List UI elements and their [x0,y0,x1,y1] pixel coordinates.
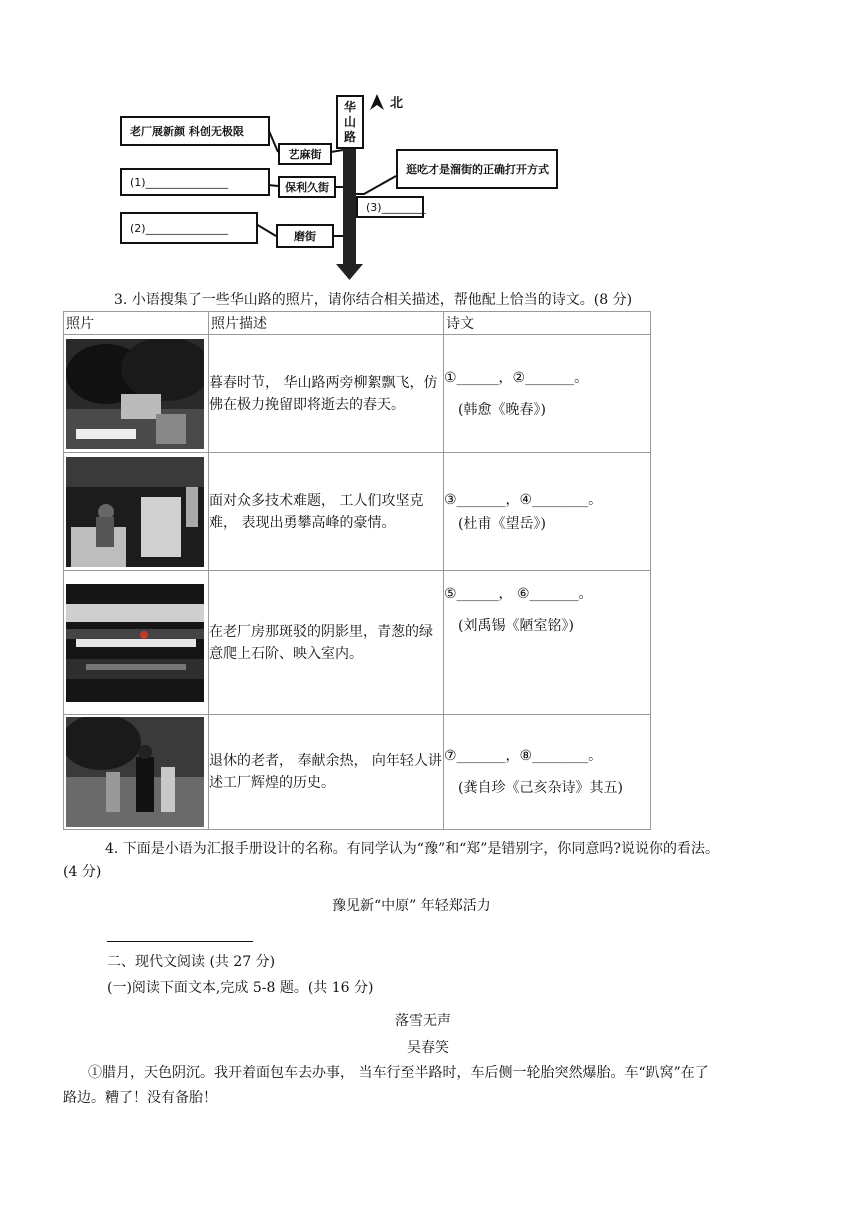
desc-cell: 退休的老者， 奉献余热， 向年轻人讲述工厂辉煌的历史。 [209,715,444,830]
street-mo: 磨街 [276,224,334,248]
table-row [64,335,651,453]
table-row [64,453,651,571]
table-row [64,715,651,830]
photo-elders [66,717,204,827]
section2-subheading: (一)阅读下面文本,完成 5-8 题。(共 16 分) [107,980,374,996]
poem-cell [444,571,651,715]
table-header-row [64,312,651,335]
photo-cell [64,715,209,830]
connector-1b [331,150,343,152]
photo-workshop-image [66,457,204,567]
photo-elders-image [66,717,204,827]
article-para1-line2: 路边。糟了！没有备胎！ [63,1090,217,1106]
poem-table [63,311,651,830]
photo-oldfactory [66,584,204,702]
article-author: 吴春笑 [407,1040,449,1056]
q4-score: (4 分) [63,864,102,880]
poem-cell [444,715,651,830]
photo-workshop [66,457,204,567]
desc-cell: 面对众多技术难题， 工人们攻坚克难， 表现出勇攀高峰的豪情。 [209,453,444,571]
desc-cell: 在老厂房那斑驳的阴影里，青葱的绿意爬上石阶、映入室内。 [209,571,444,715]
connector-3 [256,224,276,236]
map-box-slogan: 老厂展新颜 科创无极限 [120,116,270,146]
poem-blank: ①______，②_______。 [444,369,589,386]
divider-rule [107,941,253,942]
road-arrowhead [336,264,363,280]
map-box-eat: 逛吃才是溜街的正确打开方式 [396,149,558,189]
q3-prompt: 3. 小语搜集了一些华山路的照片，请你结合相关描述，帮他配上恰当的诗文。(8 分) [114,292,633,308]
table-row [64,571,651,715]
poem-source: (龚自珍《己亥杂诗》其五) [458,780,623,796]
poem-cell [444,335,651,453]
article-para1-line1: ①腊月，天色阴沉。我开着面包车去办事， 当车行至半路时，车后侧一轮胎突然爆胎。车“趴窝”在了 [88,1065,709,1081]
photo-cell [64,453,209,571]
article-title: 落雪无声 [395,1013,451,1029]
poem-blank: ⑤______， ⑥_______。 [444,586,593,602]
poem-blank: ⑦_______，⑧________。 [444,748,603,764]
connector-1 [269,131,278,152]
photo-willows [66,339,204,449]
poem-source: (杜甫《望岳》) [458,515,546,532]
poem-source: (刘禹锡《陋室铭》) [458,618,574,634]
header-poem: 诗文 [444,312,651,335]
section2-heading: 二、现代文阅读 (共 27 分) [107,954,276,970]
poem-source: (韩愈《晚春》) [458,401,546,418]
map-blank-3: (3)________ [356,196,424,218]
header-desc: 照片描述 [209,312,444,335]
north-arrow-icon [370,94,384,110]
photo-willows-image [66,339,204,449]
street-yima: 艺麻街 [278,143,332,165]
poem-blank: ③_______，④________。 [444,491,603,508]
q4-booklet-title: 豫见新“中原” 年轻郑活力 [332,898,491,914]
map-blank-1: (1)_______________ [120,168,270,196]
desc-cell: 暮春时节， 华山路两旁柳絮飘飞，仿佛在极力挽留即将逝去的春天。 [209,335,444,453]
map-blank-2: (2)_______________ [120,212,258,244]
photo-cell [64,335,209,453]
connector-right [356,176,396,194]
street-baoli: 保利久街 [278,176,336,198]
road-shaft [343,148,356,266]
poem-cell [444,453,651,571]
header-photo: 照片 [64,312,209,335]
road-label-huashan: 华 山 路 [336,95,364,149]
photo-cell [64,571,209,715]
photo-oldfactory-image [66,584,204,702]
q4-prompt: 4. 下面是小语为汇报手册设计的名称。有同学认为“豫”和“郑”是错别字，你同意吗?说说你的看法。 [105,841,719,857]
north-indicator: 北 [370,92,403,111]
